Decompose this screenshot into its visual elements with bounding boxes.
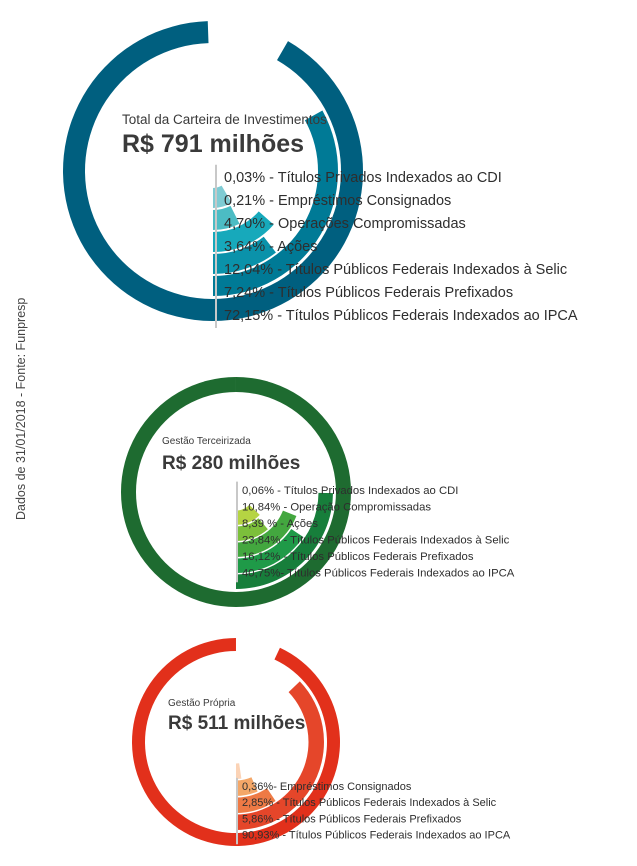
chart-1-label-3: 4,70% - Operações Compromissadas bbox=[224, 216, 466, 232]
chart-2-label-4: 23,84% - Títulos Públicos Federais Indexados à Selic bbox=[242, 534, 510, 547]
chart-3-label-3: 5,86% - Títulos Públicos Federais Prefixados bbox=[242, 813, 462, 826]
chart-2-label-5: 16,12% - Títulos Públicos Federais Prefixados bbox=[242, 551, 474, 563]
chart-1-label-6: 7,24% - Títulos Públicos Federais Prefixados bbox=[224, 285, 514, 301]
chart-2-label-6: 40,75%- Títulos Públicos Federais Indexados ao IPCA bbox=[242, 567, 515, 580]
chart-1-label-4: 3,64% - Ações bbox=[224, 239, 318, 255]
chart-1-total: R$ 791 milhões bbox=[122, 130, 305, 158]
chart-2-label-1: 0,06% - Títulos Privados Indexados ao CDI bbox=[242, 485, 459, 497]
chart-3-bar-1 bbox=[236, 763, 241, 779]
chart-1-label-5: 12,04% - Títulos Públicos Federais Indexados à Selic bbox=[224, 262, 568, 278]
chart-1-label-1: 0,03% - Títulos Privados Indexados ao CDI bbox=[224, 170, 502, 186]
chart-1-title: Total da Carteira de Investimentos bbox=[122, 112, 327, 127]
chart-3-title: Gestão Própria bbox=[168, 698, 236, 709]
chart-2-label-3: 8,39 % - Ações bbox=[242, 518, 318, 530]
chart-3-label-2: 2,85% - Títulos Públicos Federais Indexados à Selic bbox=[242, 797, 497, 810]
chart-2-title: Gestão Terceirizada bbox=[162, 436, 251, 447]
chart-3-label-1: 0,36%- Empréstimos Consignados bbox=[242, 781, 412, 793]
chart-1-label-7: 72,15% - Títulos Públicos Federais Indexados ao IPCA bbox=[224, 308, 578, 324]
chart-1-label-2: 0,21% - Empréstimos Consignados bbox=[224, 193, 452, 209]
chart-3-total: R$ 511 milhões bbox=[168, 713, 306, 734]
chart-3-label-4: 90,93% - Títulos Públicos Federais Indexados ao IPCA bbox=[242, 829, 511, 842]
source-note: Dados de 31/01/2018 - Fonte: Funpresp bbox=[14, 297, 28, 520]
chart-2-label-2: 10,84% - Operação Compromissadas bbox=[242, 501, 431, 514]
chart-2-total: R$ 280 milhões bbox=[162, 453, 301, 474]
